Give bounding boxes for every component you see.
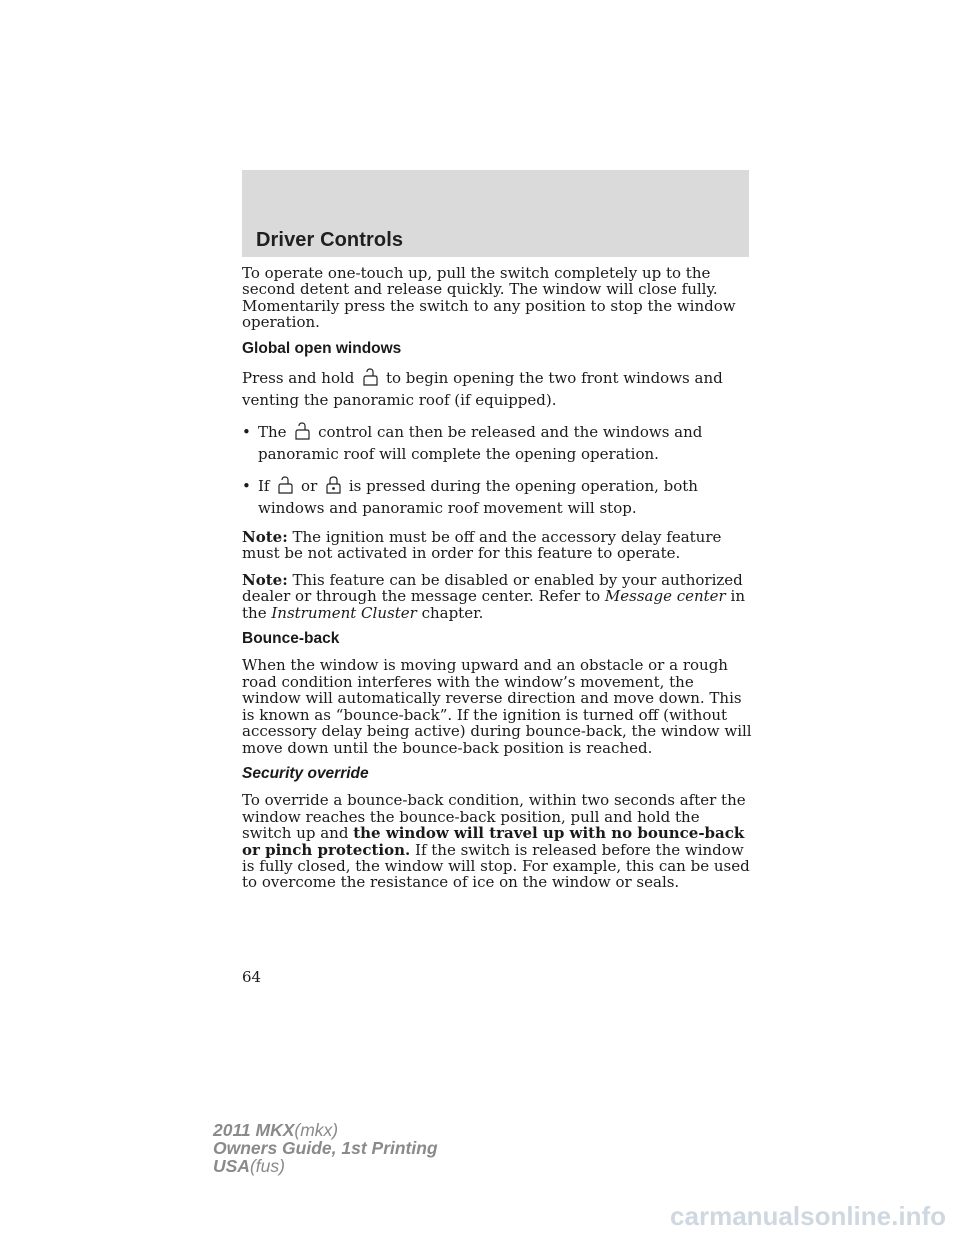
- global-open-intro: [242, 367, 752, 411]
- unlock-icon: [292, 422, 312, 440]
- bullet-release-control: [242, 421, 752, 465]
- note-mc-text-a: This feature can be disabled or enabled by your authorized dealer or through the message center. Refer to: [242, 570, 743, 606]
- security-text-bold: the window will travel up with no bounce-back or pinch protection.: [242, 824, 745, 859]
- one-touch-up-paragraph: To operate one-touch up, pull the switch completely up to the second detent and release quickly. The window will close fully. Momentarily press the switch to any position to stop the window operation.: [242, 264, 736, 332]
- footer-model-code: (mkx): [294, 1120, 339, 1140]
- note-label: Note:: [242, 570, 288, 589]
- security-override-paragraph: [242, 792, 752, 890]
- page-number: 64: [242, 968, 262, 986]
- footer-model: 2011 MKX: [213, 1120, 295, 1140]
- print-footer: [213, 1121, 438, 1175]
- global-open-heading: Global open windows: [242, 339, 402, 357]
- message-center-reference: Message center: [604, 587, 726, 606]
- global-open-intro-a: Press and hold: [242, 369, 355, 388]
- bounce-back-heading: Bounce-back: [242, 630, 340, 648]
- note-ignition-text: The ignition must be off and the accessory delay feature must be not activated in order for this feature to operate.: [242, 528, 722, 563]
- bullet1-a: The: [258, 423, 287, 442]
- bullet1-b: control can then be released and the windows and panoramic roof will complete the opening operation.: [258, 423, 703, 464]
- note-message-center: [242, 572, 752, 621]
- watermark: carmanualsonline.info: [670, 1201, 946, 1231]
- footer-line-1: [213, 1121, 438, 1139]
- page-content: [242, 265, 752, 901]
- security-text-a: To override a bounce-back condition, within two seconds after the window reaches the bounce-back position, pull and hold the switch up and: [242, 791, 746, 843]
- bullet-stop-movement: [242, 475, 752, 519]
- lock-icon: [323, 476, 343, 494]
- unlock-icon: [275, 476, 295, 494]
- note-mc-text-b: in the: [242, 587, 745, 622]
- bullet2-b: or: [301, 477, 318, 496]
- footer-line-2: Owners Guide, 1st Printing: [213, 1138, 438, 1158]
- security-text-b: If the switch is released before the window is fully closed, the window will stop. For example, this can be used to overcome the resistance of ice on the window or seals.: [242, 840, 750, 892]
- note-ignition: [242, 529, 752, 562]
- bullet-symbol: •: [242, 423, 251, 442]
- instrument-cluster-reference: Instrument Cluster: [271, 603, 417, 622]
- footer-region: USA: [213, 1156, 250, 1176]
- unlock-icon: [360, 368, 380, 386]
- footer-region-code: (fus): [249, 1156, 285, 1176]
- section-title: Driver Controls: [256, 229, 404, 251]
- bounce-back-paragraph: When the window is moving upward and an obstacle or a rough road condition interferes with the window’s movement, the window will automatically reverse direction and move down. This is known as “bounce-back”. If the ignition is turned off (without accessory delay being active) during bounce-back, the window will move down until the bounce-back position is reached.: [242, 656, 752, 757]
- bullet-symbol: •: [242, 477, 251, 496]
- note-label: Note:: [242, 528, 288, 547]
- bullet2-c: is pressed during the opening operation, both windows and panoramic roof movement will stop.: [258, 477, 698, 518]
- security-override-heading: Security override: [242, 764, 369, 782]
- global-open-intro-b: to begin opening the two front windows and venting the panoramic roof (if equipped).: [242, 369, 723, 410]
- bullet2-a: If: [258, 477, 270, 496]
- note-mc-text-c: chapter.: [421, 603, 484, 622]
- footer-line-3: [213, 1157, 438, 1175]
